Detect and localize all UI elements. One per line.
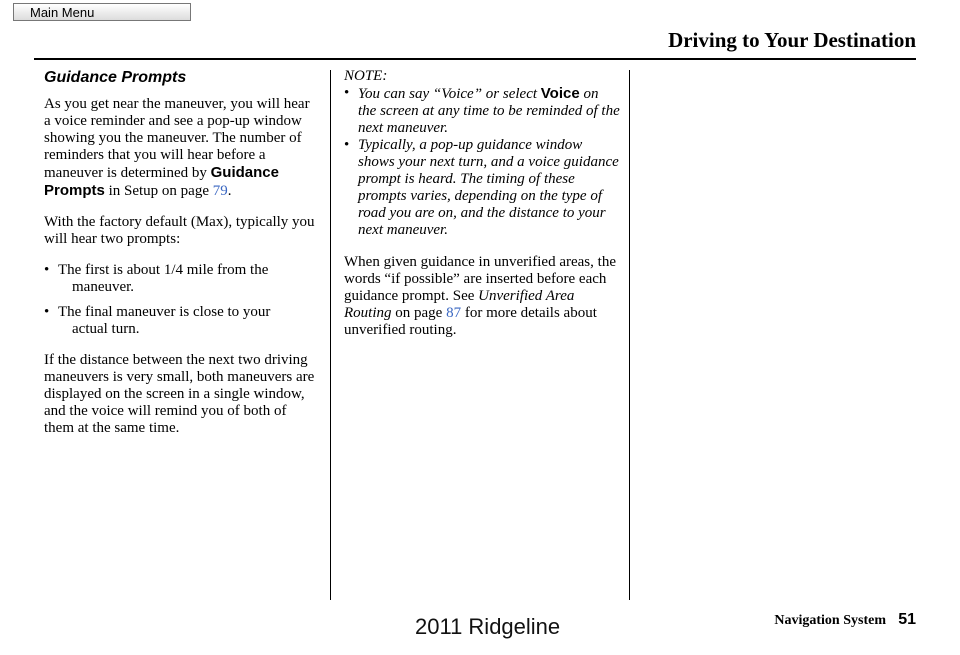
intro-paragraph — [44, 96, 316, 200]
bullet-icon: • — [344, 85, 350, 101]
unverified-text-end: for more details about unverified routing. — [344, 305, 597, 338]
column-divider — [330, 70, 331, 600]
note-list — [344, 85, 620, 239]
column-divider — [629, 70, 630, 600]
page-link-79[interactable]: 79 — [212, 183, 228, 199]
watermark: 2011 Ridgeline — [415, 614, 561, 639]
unverified-text: When given guidance in unverified areas, the words “if possible” are inserted before each guidance prompt. See — [344, 254, 616, 304]
page-link-87[interactable]: 87 — [446, 305, 462, 321]
intro-text: As you get near the maneuver, you will hear a voice reminder and see a pop-up window showing you the maneuver. The number of reminders that you will hear before a maneuver is determined by — [44, 96, 310, 181]
bullet-text: The final maneuver is close to your — [58, 304, 271, 320]
page-number: 51 — [898, 611, 916, 628]
list-item — [344, 85, 620, 137]
note-text: You can say “Voice” or select — [358, 86, 538, 102]
intro-text-after: in Setup on page — [108, 183, 209, 199]
list-item — [44, 262, 316, 296]
intro-text-end: . — [227, 183, 232, 199]
page-title: Driving to Your Destination — [668, 28, 916, 52]
bullet-icon: • — [44, 304, 50, 320]
unverified-routing-ref: Unverified Area Routing — [344, 288, 575, 321]
guidance-prompts-term: Guidance Prompts — [44, 164, 279, 199]
right-column — [344, 68, 620, 353]
note-label: NOTE: — [344, 68, 388, 84]
list-item — [44, 304, 316, 338]
bullet-text-continued: maneuver. — [72, 279, 135, 295]
left-column — [44, 68, 316, 451]
footer-section-label: Navigation System — [774, 613, 886, 628]
voice-term: Voice — [540, 85, 580, 102]
list-item — [344, 137, 620, 239]
main-menu-button[interactable]: Main Menu — [13, 3, 191, 21]
default-paragraph: With the factory default (Max), typically you will hear two prompts: — [44, 214, 315, 247]
section-heading: Guidance Prompts — [44, 69, 187, 86]
note-text: Typically, a pop-up guidance window shows your next turn, and a voice guidance prompt is heard. The timing of these prompts varies, depending on the type of road you are on, and the distance to your next maneuver. — [358, 137, 619, 238]
unverified-text-mid: on page — [395, 305, 443, 321]
distance-paragraph: If the distance between the next two driving maneuvers is very small, both maneuvers are displayed on the screen in a single window, and the voice will remind you of both of them at the same time. — [44, 352, 315, 436]
bullet-icon: • — [44, 262, 50, 278]
note-text-after: on the screen at any time to be reminded of the next maneuver. — [358, 86, 620, 136]
header-rule — [34, 58, 916, 60]
bullet-icon: • — [344, 137, 350, 153]
bullet-text: The first is about 1/4 mile from the — [58, 262, 269, 278]
bullet-text-continued: actual turn. — [72, 321, 140, 337]
unverified-paragraph — [344, 254, 620, 339]
